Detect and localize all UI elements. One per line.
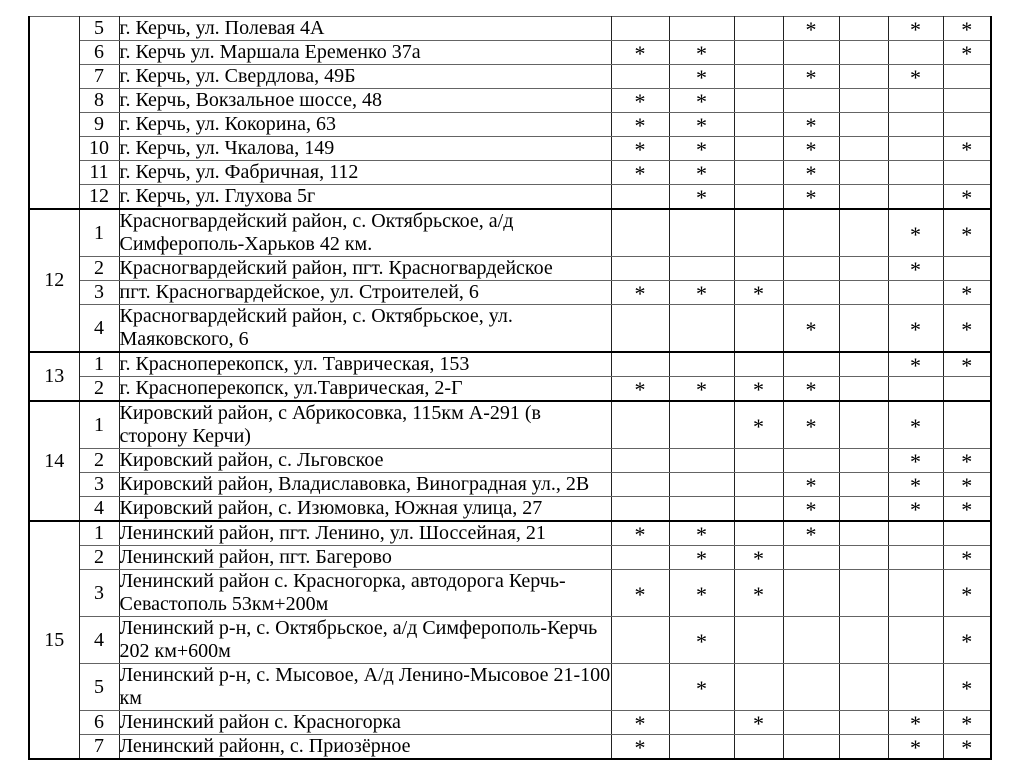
empty-mark-cell xyxy=(734,89,783,113)
empty-mark-cell xyxy=(839,137,888,161)
table-row xyxy=(29,137,991,161)
asterisk-mark-cell: * xyxy=(611,570,669,617)
row-number-cell: 3 xyxy=(79,570,119,617)
asterisk-mark-cell: * xyxy=(783,521,839,546)
empty-mark-cell xyxy=(888,521,943,546)
empty-mark-cell xyxy=(839,401,888,449)
empty-mark-cell xyxy=(839,257,888,281)
address-cell: г. Керчь, Вокзальное шоссе, 48 xyxy=(119,89,611,113)
empty-mark-cell xyxy=(888,137,943,161)
address-cell: г. Керчь, ул. Фабричная, 112 xyxy=(119,161,611,185)
asterisk-mark-cell: * xyxy=(888,257,943,281)
row-number-cell: 11 xyxy=(79,161,119,185)
empty-mark-cell xyxy=(734,17,783,41)
row-number-cell: 4 xyxy=(79,497,119,522)
empty-mark-cell xyxy=(734,735,783,760)
asterisk-mark-cell: * xyxy=(669,570,734,617)
empty-mark-cell xyxy=(734,113,783,137)
empty-mark-cell xyxy=(943,377,991,402)
empty-mark-cell xyxy=(783,711,839,735)
group-number-cell: 13 xyxy=(29,352,79,401)
empty-mark-cell xyxy=(839,161,888,185)
address-cell: Ленинский р-н, с. Мысовое, А/д Ленино-Мысовое 21-100 км xyxy=(119,664,611,709)
address-cell: Ленинский район, пгт. Багерово xyxy=(119,546,611,570)
empty-mark-cell xyxy=(839,546,888,570)
table-row xyxy=(29,281,991,305)
asterisk-mark-cell: * xyxy=(611,137,669,161)
asterisk-mark-cell: * xyxy=(669,185,734,210)
asterisk-mark-cell: * xyxy=(888,65,943,89)
asterisk-mark-cell: * xyxy=(669,664,734,711)
asterisk-mark-cell: * xyxy=(669,113,734,137)
empty-mark-cell xyxy=(839,449,888,473)
asterisk-mark-cell: * xyxy=(943,41,991,65)
row-number-cell: 9 xyxy=(79,113,119,137)
empty-mark-cell xyxy=(734,65,783,89)
address-cell: г. Красноперекопск, ул. Таврическая, 153 xyxy=(119,352,611,377)
empty-mark-cell xyxy=(611,257,669,281)
asterisk-mark-cell: * xyxy=(943,305,991,353)
empty-mark-cell xyxy=(734,449,783,473)
empty-mark-cell xyxy=(839,65,888,89)
row-number-cell: 2 xyxy=(79,449,119,473)
empty-mark-cell xyxy=(611,473,669,497)
empty-mark-cell xyxy=(611,401,669,449)
empty-mark-cell xyxy=(839,473,888,497)
row-number-cell: 1 xyxy=(79,521,119,546)
empty-mark-cell xyxy=(734,209,783,257)
asterisk-mark-cell: * xyxy=(783,161,839,185)
asterisk-mark-cell: * xyxy=(783,137,839,161)
address-cell: пгт. Красногвардейское, ул. Строителей, 6 xyxy=(119,281,611,305)
empty-mark-cell xyxy=(888,617,943,664)
table-row xyxy=(29,664,991,711)
asterisk-mark-cell: * xyxy=(734,281,783,305)
address-cell: г. Керчь, ул. Глухова 5г xyxy=(119,185,611,210)
row-number-cell: 7 xyxy=(79,735,119,760)
empty-mark-cell xyxy=(839,352,888,377)
asterisk-mark-cell: * xyxy=(943,352,991,377)
empty-mark-cell xyxy=(734,664,783,711)
asterisk-mark-cell: * xyxy=(734,546,783,570)
empty-mark-cell xyxy=(783,352,839,377)
empty-mark-cell xyxy=(611,497,669,522)
empty-mark-cell xyxy=(839,521,888,546)
empty-mark-cell xyxy=(943,521,991,546)
asterisk-mark-cell: * xyxy=(783,473,839,497)
empty-mark-cell xyxy=(734,305,783,353)
asterisk-mark-cell: * xyxy=(611,41,669,65)
row-number-cell: 12 xyxy=(79,185,119,210)
empty-mark-cell xyxy=(839,735,888,760)
asterisk-mark-cell: * xyxy=(783,497,839,522)
asterisk-mark-cell: * xyxy=(669,521,734,546)
empty-mark-cell xyxy=(783,449,839,473)
asterisk-mark-cell: * xyxy=(783,377,839,402)
empty-mark-cell xyxy=(611,209,669,257)
empty-mark-cell xyxy=(943,257,991,281)
asterisk-mark-cell: * xyxy=(611,281,669,305)
table-row xyxy=(29,65,991,89)
empty-mark-cell xyxy=(669,401,734,449)
table-row xyxy=(29,521,991,546)
address-cell: г. Керчь, ул. Чкалова, 149 xyxy=(119,137,611,161)
group-number-cell: 12 xyxy=(29,209,79,352)
empty-mark-cell xyxy=(839,664,888,711)
row-number-cell: 5 xyxy=(79,664,119,711)
empty-mark-cell xyxy=(839,617,888,664)
address-cell: г. Керчь, ул. Свердлова, 49Б xyxy=(119,65,611,89)
address-cell: Красногвардейский район, с. Октябрьское, ул. Маяковского, 6 xyxy=(119,305,611,353)
asterisk-mark-cell: * xyxy=(669,281,734,305)
empty-mark-cell xyxy=(734,161,783,185)
empty-mark-cell xyxy=(734,41,783,65)
empty-mark-cell xyxy=(783,281,839,305)
asterisk-mark-cell: * xyxy=(888,473,943,497)
asterisk-mark-cell: * xyxy=(943,449,991,473)
empty-mark-cell xyxy=(734,473,783,497)
empty-mark-cell xyxy=(839,41,888,65)
asterisk-mark-cell: * xyxy=(783,17,839,41)
asterisk-mark-cell: * xyxy=(943,281,991,305)
asterisk-mark-cell: * xyxy=(734,711,783,735)
row-number-cell: 4 xyxy=(79,305,119,353)
asterisk-mark-cell: * xyxy=(783,65,839,89)
empty-mark-cell xyxy=(839,17,888,41)
empty-mark-cell xyxy=(611,617,669,664)
empty-mark-cell xyxy=(669,352,734,377)
asterisk-mark-cell: * xyxy=(888,497,943,522)
address-inspection-table xyxy=(28,16,992,760)
asterisk-mark-cell: * xyxy=(669,65,734,89)
row-number-cell: 6 xyxy=(79,711,119,735)
table-row xyxy=(29,257,991,281)
asterisk-mark-cell: * xyxy=(783,401,839,449)
asterisk-mark-cell: * xyxy=(669,89,734,113)
row-number-cell: 10 xyxy=(79,137,119,161)
asterisk-mark-cell: * xyxy=(888,305,943,353)
asterisk-mark-cell: * xyxy=(943,209,991,257)
asterisk-mark-cell: * xyxy=(783,305,839,353)
table-row xyxy=(29,161,991,185)
table-row xyxy=(29,377,991,402)
row-number-cell: 1 xyxy=(79,352,119,377)
asterisk-mark-cell: * xyxy=(943,664,991,711)
empty-mark-cell xyxy=(888,113,943,137)
empty-mark-cell xyxy=(783,546,839,570)
empty-mark-cell xyxy=(734,521,783,546)
empty-mark-cell xyxy=(943,161,991,185)
empty-mark-cell xyxy=(888,281,943,305)
empty-mark-cell xyxy=(734,257,783,281)
asterisk-mark-cell: * xyxy=(783,113,839,137)
row-number-cell: 1 xyxy=(79,401,119,449)
empty-mark-cell xyxy=(734,137,783,161)
empty-mark-cell xyxy=(783,664,839,711)
asterisk-mark-cell: * xyxy=(734,377,783,402)
empty-mark-cell xyxy=(943,65,991,89)
empty-mark-cell xyxy=(839,281,888,305)
empty-mark-cell xyxy=(669,17,734,41)
asterisk-mark-cell: * xyxy=(943,546,991,570)
table-row xyxy=(29,89,991,113)
table-row xyxy=(29,41,991,65)
asterisk-mark-cell: * xyxy=(611,735,669,760)
row-number-cell: 2 xyxy=(79,377,119,402)
empty-mark-cell xyxy=(669,711,734,735)
empty-mark-cell xyxy=(839,497,888,522)
table-row xyxy=(29,497,991,522)
empty-mark-cell xyxy=(611,305,669,353)
empty-mark-cell xyxy=(839,113,888,137)
empty-mark-cell xyxy=(839,89,888,113)
empty-mark-cell xyxy=(783,209,839,257)
asterisk-mark-cell: * xyxy=(669,377,734,402)
empty-mark-cell xyxy=(839,377,888,402)
asterisk-mark-cell: * xyxy=(943,735,991,760)
empty-mark-cell xyxy=(669,209,734,257)
asterisk-mark-cell: * xyxy=(611,89,669,113)
table-row xyxy=(29,113,991,137)
table-row xyxy=(29,352,991,377)
empty-mark-cell xyxy=(888,664,943,711)
row-number-cell: 5 xyxy=(79,17,119,41)
row-number-cell: 8 xyxy=(79,89,119,113)
address-cell: Ленинский районн, с. Приозёрное xyxy=(119,735,611,760)
address-cell: Красногвардейский район, пгт. Красногвардейское xyxy=(119,257,611,281)
table-row xyxy=(29,209,991,257)
empty-mark-cell xyxy=(734,497,783,522)
empty-mark-cell xyxy=(783,257,839,281)
asterisk-mark-cell: * xyxy=(888,449,943,473)
empty-mark-cell xyxy=(611,17,669,41)
asterisk-mark-cell: * xyxy=(611,711,669,735)
asterisk-mark-cell: * xyxy=(669,161,734,185)
asterisk-mark-cell: * xyxy=(611,161,669,185)
empty-mark-cell xyxy=(611,185,669,210)
asterisk-mark-cell: * xyxy=(888,711,943,735)
asterisk-mark-cell: * xyxy=(783,185,839,210)
address-cell: Кировский район, Владиславовка, Виноградная ул., 2В xyxy=(119,473,611,497)
empty-mark-cell xyxy=(783,570,839,617)
asterisk-mark-cell: * xyxy=(943,137,991,161)
empty-mark-cell xyxy=(783,89,839,113)
asterisk-mark-cell: * xyxy=(611,377,669,402)
table-row xyxy=(29,617,991,664)
row-number-cell: 7 xyxy=(79,65,119,89)
table-row xyxy=(29,305,991,353)
asterisk-mark-cell: * xyxy=(888,352,943,377)
asterisk-mark-cell: * xyxy=(888,17,943,41)
table-row xyxy=(29,185,991,210)
row-number-cell: 3 xyxy=(79,281,119,305)
asterisk-mark-cell: * xyxy=(669,546,734,570)
table-row xyxy=(29,401,991,449)
empty-mark-cell xyxy=(611,65,669,89)
group-number-cell xyxy=(29,17,79,210)
asterisk-mark-cell: * xyxy=(943,473,991,497)
empty-mark-cell xyxy=(839,209,888,257)
empty-mark-cell xyxy=(783,735,839,760)
address-cell: г. Красноперекопск, ул.Таврическая, 2-Г xyxy=(119,377,611,402)
address-cell: Ленинский р-н, с. Октябрьское, а/д Симферополь-Керчь 202 км+600м xyxy=(119,617,611,664)
group-number-cell: 15 xyxy=(29,521,79,759)
empty-mark-cell xyxy=(669,305,734,353)
empty-mark-cell xyxy=(669,473,734,497)
address-cell: Красногвардейский район, с. Октябрьское, а/д Симферополь-Харьков 42 км. xyxy=(119,209,611,257)
empty-mark-cell xyxy=(669,497,734,522)
address-cell: Кировский район, с. Льговское xyxy=(119,449,611,473)
asterisk-mark-cell: * xyxy=(943,617,991,664)
empty-mark-cell xyxy=(839,305,888,353)
table-row xyxy=(29,473,991,497)
empty-mark-cell xyxy=(734,617,783,664)
row-number-cell: 2 xyxy=(79,257,119,281)
empty-mark-cell xyxy=(888,41,943,65)
asterisk-mark-cell: * xyxy=(611,113,669,137)
address-cell: г. Керчь, ул. Полевая 4А xyxy=(119,17,611,41)
asterisk-mark-cell: * xyxy=(734,401,783,449)
asterisk-mark-cell: * xyxy=(888,735,943,760)
table-row xyxy=(29,711,991,735)
asterisk-mark-cell: * xyxy=(888,209,943,257)
empty-mark-cell xyxy=(611,664,669,711)
asterisk-mark-cell: * xyxy=(943,185,991,210)
address-cell: Ленинский район, пгт. Ленино, ул. Шоссейная, 21 xyxy=(119,521,611,546)
asterisk-mark-cell: * xyxy=(611,521,669,546)
group-number-cell: 14 xyxy=(29,401,79,521)
row-number-cell: 4 xyxy=(79,617,119,664)
asterisk-mark-cell: * xyxy=(943,17,991,41)
empty-mark-cell xyxy=(888,185,943,210)
row-number-cell: 3 xyxy=(79,473,119,497)
empty-mark-cell xyxy=(611,449,669,473)
row-number-cell: 2 xyxy=(79,546,119,570)
empty-mark-cell xyxy=(611,546,669,570)
empty-mark-cell xyxy=(943,401,991,449)
empty-mark-cell xyxy=(888,161,943,185)
empty-mark-cell xyxy=(839,570,888,617)
empty-mark-cell xyxy=(943,89,991,113)
empty-mark-cell xyxy=(783,41,839,65)
table-row xyxy=(29,570,991,617)
asterisk-mark-cell: * xyxy=(943,497,991,522)
table-row xyxy=(29,17,991,41)
asterisk-mark-cell: * xyxy=(669,137,734,161)
asterisk-mark-cell: * xyxy=(888,401,943,449)
empty-mark-cell xyxy=(734,185,783,210)
asterisk-mark-cell: * xyxy=(669,41,734,65)
address-cell: Ленинский район с. Красногорка, автодорога Керчь-Севастополь 53км+200м xyxy=(119,570,611,617)
table-row xyxy=(29,546,991,570)
asterisk-mark-cell: * xyxy=(669,617,734,664)
asterisk-mark-cell: * xyxy=(734,570,783,617)
row-number-cell: 6 xyxy=(79,41,119,65)
address-cell: г. Керчь ул. Маршала Еременко 37а xyxy=(119,41,611,65)
empty-mark-cell xyxy=(839,185,888,210)
address-cell: г. Керчь, ул. Кокорина, 63 xyxy=(119,113,611,137)
address-cell: Кировский район, с. Изюмовка, Южная улица, 27 xyxy=(119,497,611,522)
address-cell: Ленинский район с. Красногорка xyxy=(119,711,611,735)
empty-mark-cell xyxy=(943,113,991,137)
address-cell: Кировский район, с Абрикосовка, 115км А-291 (в сторону Керчи) xyxy=(119,401,611,449)
empty-mark-cell xyxy=(669,257,734,281)
empty-mark-cell xyxy=(669,449,734,473)
table-row xyxy=(29,449,991,473)
asterisk-mark-cell: * xyxy=(943,570,991,617)
empty-mark-cell xyxy=(888,377,943,402)
empty-mark-cell xyxy=(888,89,943,113)
empty-mark-cell xyxy=(888,570,943,617)
row-number-cell: 1 xyxy=(79,209,119,257)
empty-mark-cell xyxy=(888,546,943,570)
table-body xyxy=(29,17,991,760)
empty-mark-cell xyxy=(783,617,839,664)
empty-mark-cell xyxy=(669,735,734,760)
empty-mark-cell xyxy=(611,352,669,377)
empty-mark-cell xyxy=(734,352,783,377)
table-row xyxy=(29,735,991,760)
empty-mark-cell xyxy=(839,711,888,735)
asterisk-mark-cell: * xyxy=(943,711,991,735)
